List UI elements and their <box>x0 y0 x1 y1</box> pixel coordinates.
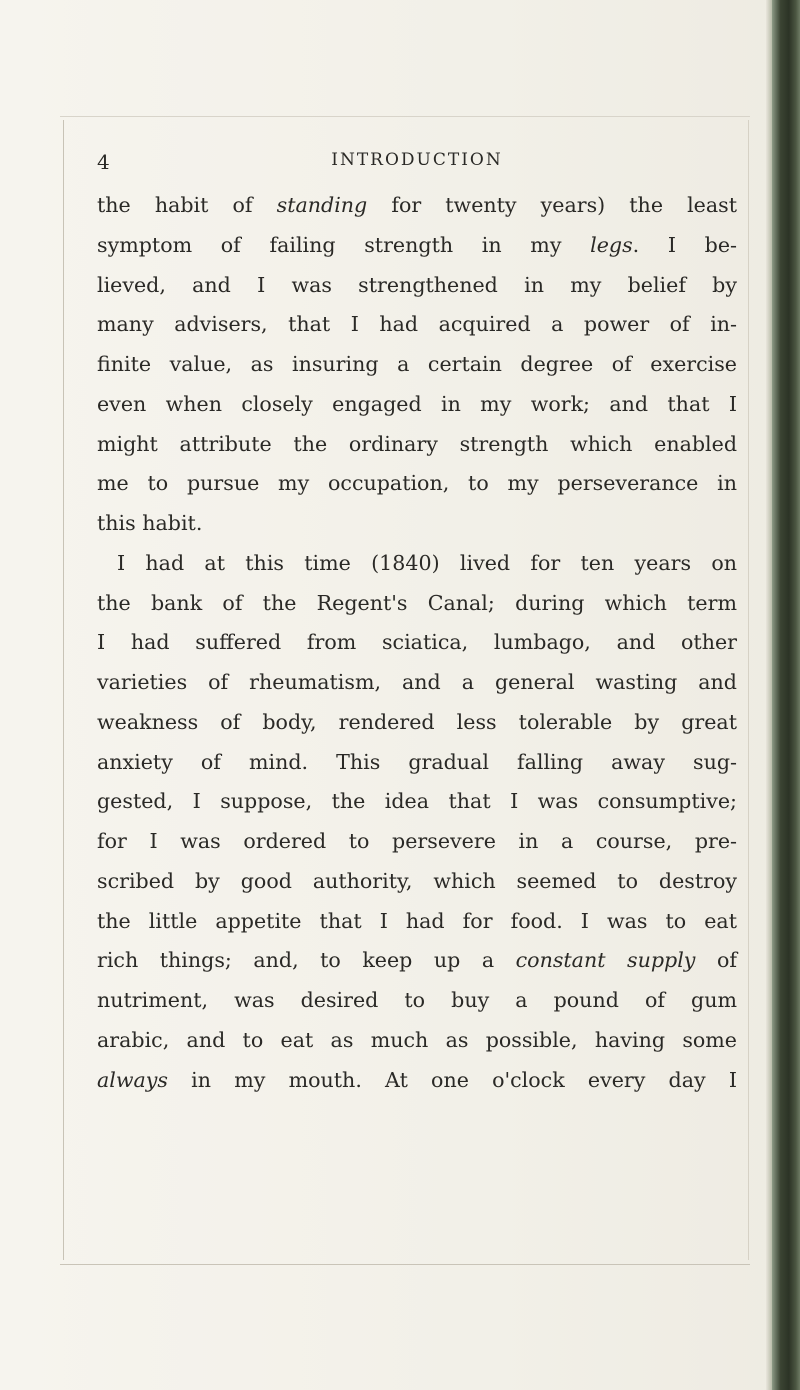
text-line: the bank of the Regent's Canal; during which term <box>97 590 737 615</box>
text-line: finite value, as insuring a certain degree of exercise <box>97 352 737 376</box>
text-line: for I was ordered to persevere in a course, pre- <box>97 829 737 853</box>
page-number: 4 <box>97 150 111 174</box>
text-line: might attribute the ordinary strength which enabled <box>97 431 737 456</box>
book-binding <box>772 0 800 1390</box>
scan-border-bottom <box>60 1264 750 1265</box>
text-line: always in my mouth. At one o'clock every day I <box>97 1067 737 1092</box>
text-line: many advisers, that I had acquired a power of in- <box>97 312 737 337</box>
text-line: weakness of body, rendered less tolerable by great <box>97 709 737 734</box>
page-header <box>97 150 737 180</box>
text-line: me to pursue my occupation, to my perseverance in <box>97 471 737 496</box>
text-line: varieties of rheumatism, and a general wasting and <box>97 670 737 694</box>
italic-emphasis: standing <box>276 193 368 217</box>
running-head: INTRODUCTION <box>331 150 503 170</box>
text-line: the habit of standing for twenty years) the least <box>97 193 737 217</box>
text-line: I had suffered from sciatica, lumbago, and other <box>97 630 737 655</box>
scan-border-top <box>60 116 750 117</box>
italic-emphasis: legs <box>590 232 633 257</box>
text-line: this habit. <box>97 511 203 535</box>
text-line: even when closely engaged in my work; and that I <box>97 391 737 416</box>
paragraph-start-line: I had at this time (1840) lived for ten years on <box>117 550 737 575</box>
body-text <box>97 186 737 1100</box>
text-line: rich things; and, to keep up a constant supply of <box>97 948 737 973</box>
text-line: arabic, and to eat as much as possible, having some <box>97 1027 737 1052</box>
text-line: the little appetite that I had for food. I was to eat <box>97 908 737 933</box>
scan-border-right <box>748 120 749 1260</box>
text-line: symptom of failing strength in my legs. I be- <box>97 232 738 257</box>
text-line: anxiety of mind. This gradual falling away sug- <box>97 749 737 774</box>
text-line: scribed by good authority, which seemed to destroy <box>97 868 737 893</box>
text-line: lieved, and I was strengthened in my belief by <box>97 272 737 297</box>
scan-border-left <box>63 120 64 1260</box>
text-line: nutriment, was desired to buy a pound of gum <box>97 988 737 1012</box>
italic-emphasis: always <box>97 1067 168 1092</box>
italic-emphasis: constant supply <box>515 948 696 973</box>
text-line: gested, I suppose, the idea that I was consumptive; <box>97 789 737 814</box>
